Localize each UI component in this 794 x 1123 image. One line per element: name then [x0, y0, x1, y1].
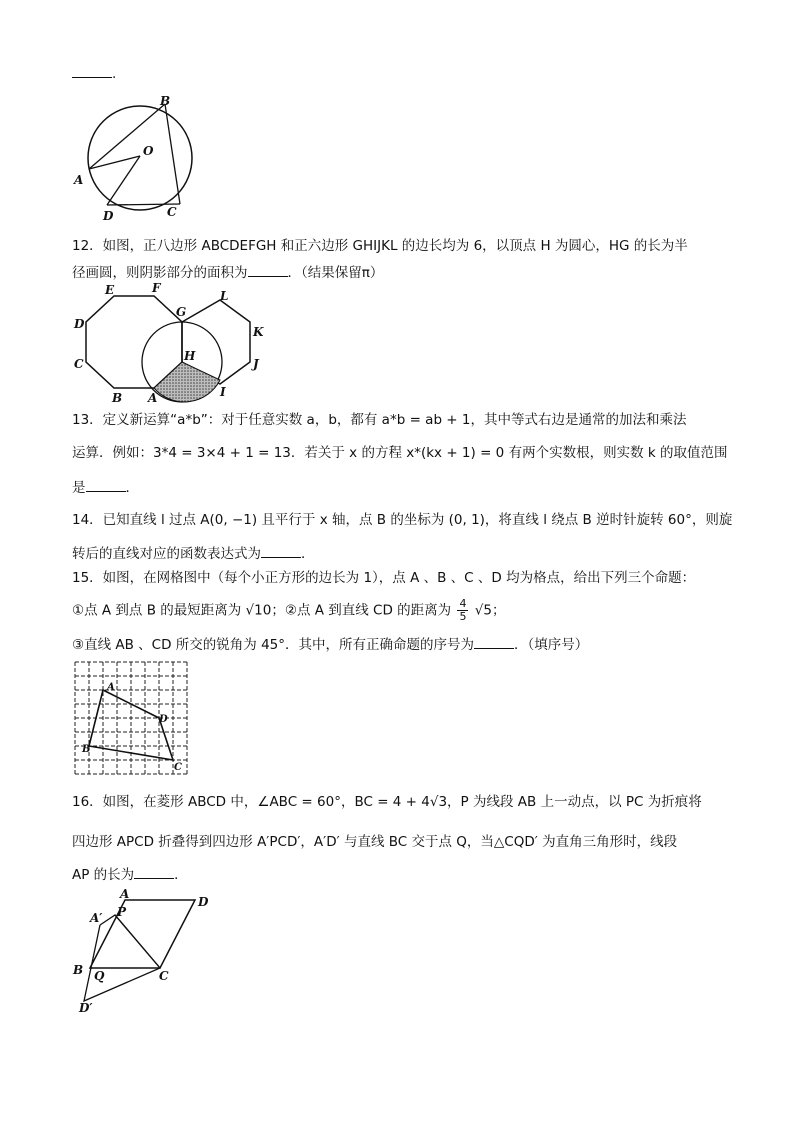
q12-line2: 径画圆，则阴影部分的面积为 ．（结果保留π）: [72, 262, 732, 283]
q14-line2: 转后的直线对应的函数表达式为 ．: [72, 543, 732, 564]
label-K: K: [253, 325, 264, 339]
label-D-prime: D′: [79, 1001, 93, 1015]
rhombus-figure: [70, 888, 230, 1018]
label-D: D: [198, 895, 209, 909]
label-C: C: [174, 762, 182, 773]
answer-blank: [248, 262, 288, 277]
label-J: J: [253, 357, 259, 371]
label-C: C: [167, 205, 177, 219]
label-O: O: [143, 144, 154, 158]
label-E: E: [105, 283, 115, 297]
circle-figure-11: [70, 92, 210, 227]
answer-blank: [474, 634, 514, 649]
label-D: D: [74, 317, 85, 331]
q16-line3: AP 的长为 ．: [72, 864, 732, 885]
answer-blank: [86, 477, 126, 492]
label-A: A: [120, 887, 130, 901]
q16-line2: 四边形 APCD 折叠得到四边形 A′PCD′，A′D′ 与直线 BC 交于点 Q，当△CQD′ 为直角三角形时，线段: [72, 834, 678, 850]
label-P: P: [117, 905, 127, 919]
previous-answer-line: .: [72, 63, 732, 84]
label-B: B: [82, 744, 91, 755]
label-H: H: [184, 349, 196, 363]
label-Q: Q: [94, 969, 105, 983]
label-A: A: [148, 391, 158, 405]
label-I: I: [220, 385, 226, 399]
octagon-hexagon-figure: [70, 280, 280, 405]
label-F: F: [152, 281, 161, 295]
answer-blank: [261, 543, 301, 558]
label-B: B: [160, 94, 171, 108]
q13-line3: 是 ．: [72, 477, 732, 498]
label-A: A: [74, 173, 84, 187]
label-B: B: [112, 391, 123, 405]
q14-line1: 14．已知直线 l 过点 A(0, −1) 且平行于 x 轴，点 B 的坐标为 (0, 1)，将直线 l 绕点 B 逆时针旋转 60°，则旋: [72, 512, 733, 528]
grid-figure: [73, 660, 193, 778]
q15-line2: ①点 A 到点 B 的最短距离为 √10；②点 A 到直线 CD 的距离为 $\frac{4}{5}$ √5；: [72, 597, 506, 623]
label-C: C: [74, 357, 84, 371]
label-D: D: [103, 209, 114, 223]
fraction: $\frac{4}{5}$: [459, 597, 467, 623]
label-G: G: [176, 305, 187, 319]
label-D: D: [159, 714, 168, 725]
q16-line1: 16．如图，在菱形 ABCD 中，∠ABC = 60°，BC = 4 + 4√3，P 为线段 AB 上一动点，以 PC 为折痕将: [72, 794, 702, 810]
q13-line1: 13．定义新运算“a*b”：对于任意实数 a，b，都有 a*b = ab + 1，其中等式右边是通常的加法和乘法: [72, 412, 687, 428]
label-L: L: [220, 289, 229, 303]
q13-line2: 运算．例如：3*4 = 3×4 + 1 = 13．若关于 x 的方程 x*(kx + 1) = 0 有两个实数根，则实数 k 的取值范围: [72, 445, 728, 461]
answer-blank: [72, 63, 112, 78]
label-A-prime: A′: [90, 911, 103, 925]
answer-blank: [134, 864, 174, 879]
q15-line1: 15．如图，在网格图中（每个小正方形的边长为 1），点 A 、B 、C 、D 均为格点，给出下列三个命题：: [72, 570, 696, 586]
label-A: A: [107, 682, 115, 693]
label-B: B: [73, 963, 84, 977]
label-C: C: [159, 969, 169, 983]
q15-line3: ③直线 AB 、CD 所交的锐角为 45°．其中，所有正确命题的序号为 ．（填序号）: [72, 634, 732, 655]
q12-line1: 12．如图，正八边形 ABCDEFGH 和正六边形 GHIJKL 的边长均为 6，以顶点 H 为圆心，HG 的长为半: [72, 238, 688, 254]
